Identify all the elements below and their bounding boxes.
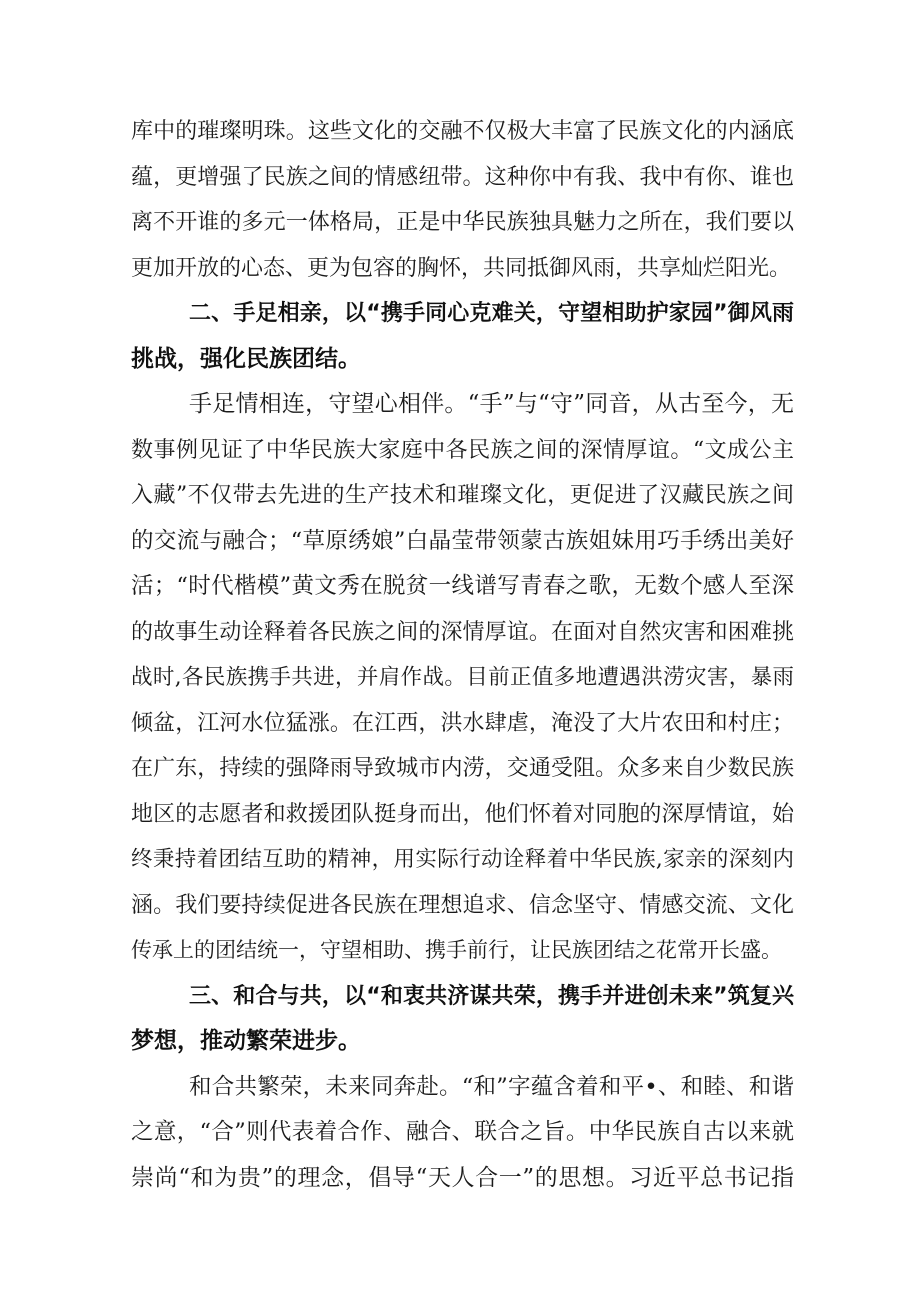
text-line: 离不开谁的多元一体格局，正是中华民族独具魅力之所在，我们要以 — [131, 210, 794, 235]
text-line: 手足情相连，守望心相伴。“手”与“守”同音，从古至今，无 — [189, 391, 794, 417]
text-line: 在广东，持续的强降雨导致城市内涝，交通受阻。众多来自少数民族 — [131, 756, 794, 781]
document-body — [131, 109, 794, 1201]
text-line: 库中的璀璨明珠。这些文化的交融不仅极大丰富了民族文化的内涵底 — [131, 119, 794, 144]
text-line: 的故事生动诠释着各民族之间的深情厚谊。在面对自然灾害和困难挑 — [131, 619, 794, 645]
paragraph-harmony — [131, 1065, 794, 1202]
paragraph-unity — [131, 382, 794, 974]
text-line: 倾盆，江河水位猛涨。在江西，洪水肆虐，淹没了大片农田和村庄； — [131, 710, 794, 736]
heading-line: 二、手足相亲，以“携手同心克难关，守望相助护家园”御风雨 — [189, 301, 794, 326]
text-line: 终秉持着团结互助的精神，用实际行动诠释着中华民族,家亲的深刻内 — [131, 847, 794, 872]
text-line: 战时,各民族携手共进，并肩作战。目前正值多地遭遇洪涝灾害，暴雨 — [131, 665, 794, 690]
heading-line: 梦想，推动繁荣进步。 — [131, 1028, 361, 1054]
text-line: 活；“时代楷模”黄文秀在脱贫一线谱写青春之歌，无数个感人至深 — [131, 573, 794, 599]
text-line: 蕴，更增强了民族之间的情感纽带。这种你中有我、我中有你、谁也 — [131, 164, 794, 190]
section-heading-3 — [131, 974, 794, 1065]
text-line: 地区的志愿者和救援团队挺身而出，他们怀着对同胞的深厚情谊，始 — [131, 801, 794, 827]
text-line: 传承上的团结统一，守望相助、携手前行，让民族团结之花常开长盛。 — [131, 938, 782, 962]
heading-line: 三、和合与共，以“和衷共济谋共荣，携手并进创未来”筑复兴 — [189, 983, 794, 1009]
text-line: 入藏”不仅带去先进的生产技术和璀璨文化，更促进了汉藏民族之间 — [131, 483, 794, 508]
section-heading-2 — [131, 291, 794, 382]
heading-line: 挑战，强化民族团结。 — [131, 345, 361, 372]
text-line: 数事例见证了中华民族大家庭中各民族之间的深情厚谊。“文成公主 — [131, 437, 794, 463]
text-line: 涵。我们要持续促进各民族在理想追求、信念坚守、情感交流、文化 — [131, 892, 794, 918]
text-line: 的交流与融合；“草原绣娘”白晶莹带领蒙古族姐妹用巧手绣出美好 — [131, 527, 794, 554]
text-line: 之意，“合”则代表着合作、融合、联合之旨。中华民族自古以来就 — [131, 1119, 794, 1145]
paragraph-cultural-fusion — [131, 109, 794, 291]
text-line: 更加开放的心态、更为包容的胸怀，共同抵御风雨，共享灿烂阳光。 — [131, 255, 792, 281]
text-line: 和合共繁荣，未来同奔赴。“和”字蕴含着和平•、和睦、和谐 — [189, 1073, 794, 1100]
text-line: 崇尚“和为贵”的理念，倡导“天人合一”的思想。习近平总书记指 — [131, 1164, 794, 1191]
